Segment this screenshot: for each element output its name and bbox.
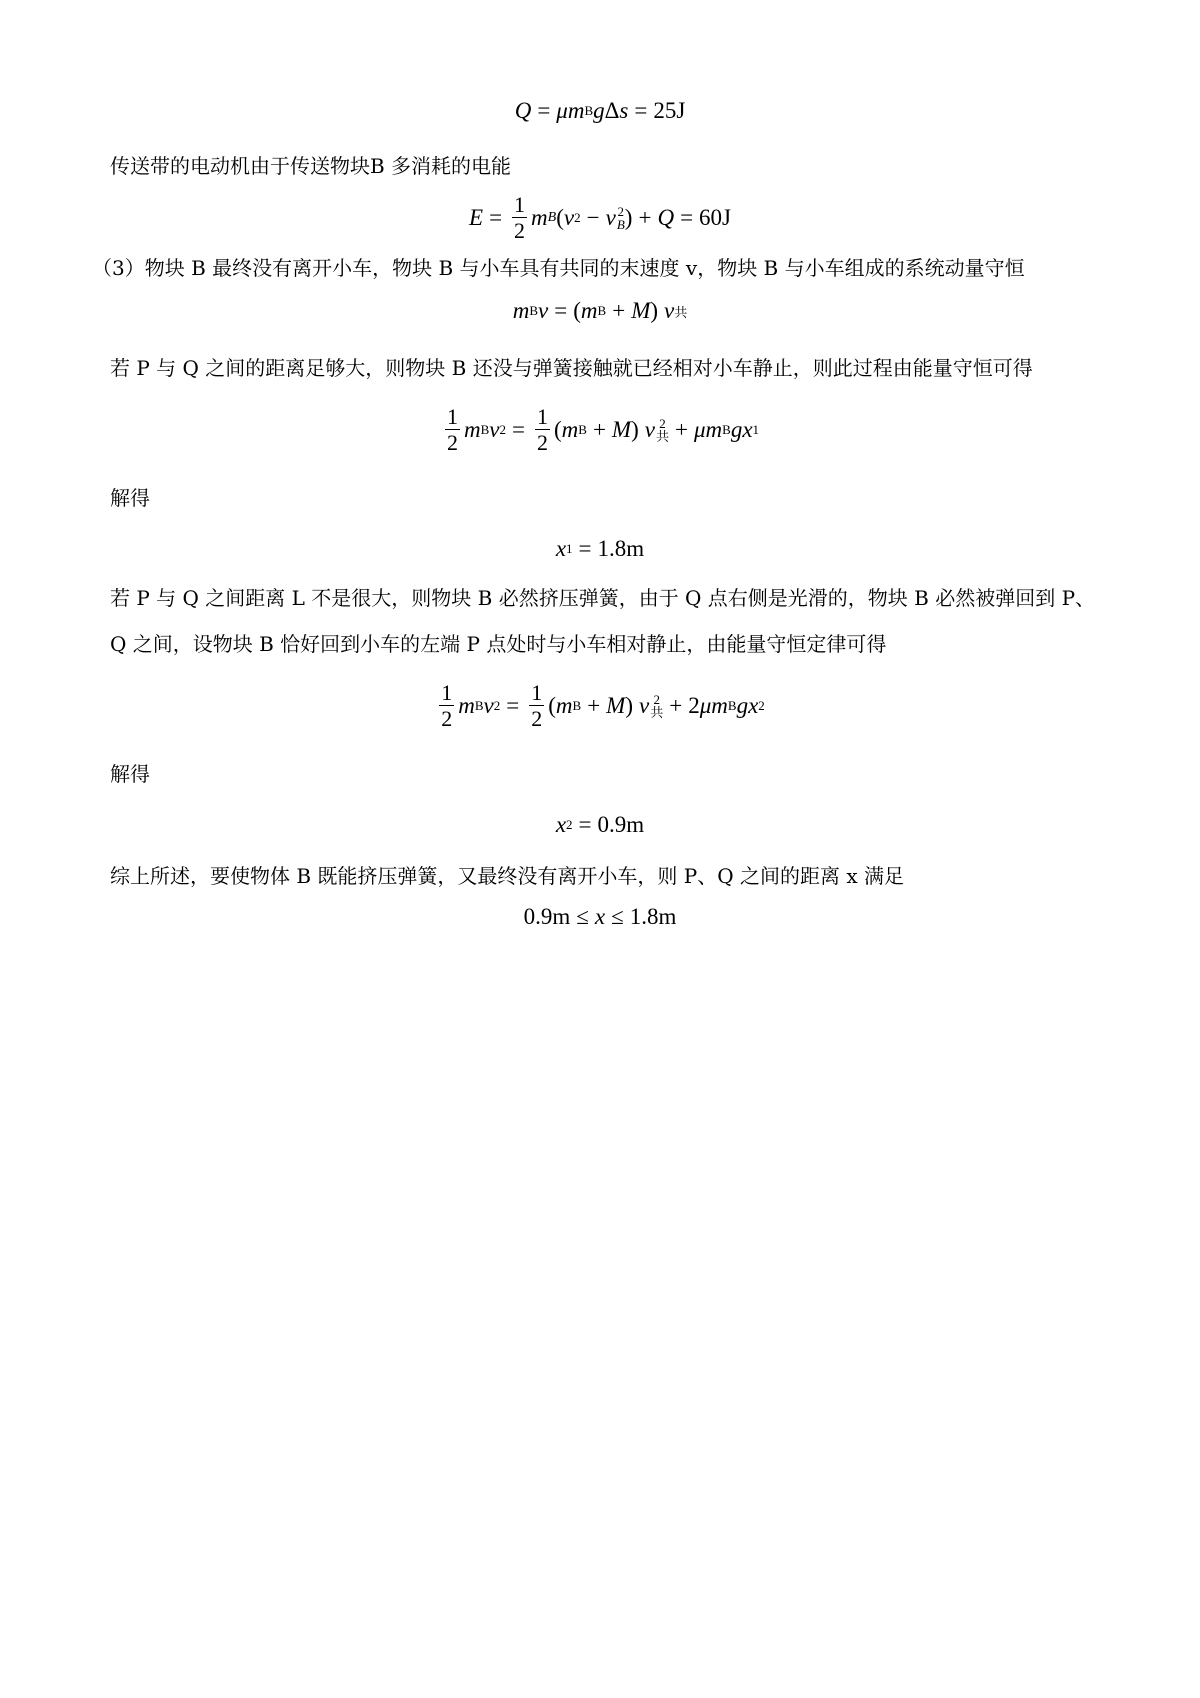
- range-high: 1.8m: [629, 904, 677, 929]
- text-solve2: 解得: [110, 762, 150, 786]
- text-case2-b: Q 之间，设物块 B 恰好回到小车的左端 P 点处时与小车相对静止，由能量守恒定律可得: [110, 632, 887, 656]
- equation-energy: E = $\frac{1}{2}$ m B ( v 2 − v 2 B ) + Q = 60J: [469, 192, 731, 243]
- text-solve1: 解得: [110, 486, 150, 510]
- equation-x2: x 2 = 0.9m: [555, 812, 645, 837]
- equation-x1: x 1 = 1.8m: [555, 536, 645, 561]
- equation-range: 0.9m ≤ x ≤ 1.8m: [523, 904, 677, 929]
- equation-heat: Q = μm B g Δ s = 25J: [514, 98, 686, 123]
- range-low: 0.9m: [523, 904, 571, 929]
- equation-momentum: m B v = ( m B + M ) v 共: [512, 298, 688, 323]
- text-conclusion: 综上所述，要使物体 B 既能挤压弹簧，又最终没有离开小车，则 P、Q 之间的距离 x 满足: [110, 864, 904, 888]
- energy-result: 60J: [699, 204, 731, 230]
- text-motor-energy: 传送带的电动机由于传送物块B 多消耗的电能: [110, 154, 512, 178]
- heat-result: 25J: [653, 98, 686, 123]
- x2-value: 0.9m: [597, 812, 645, 837]
- x1-value: 1.8m: [597, 536, 645, 561]
- equation-case2-energy: $\frac{1}{2}$ m B v 2 = $\frac{1}{2}$ ( m B + M ) v 2 共 + 2 μm B gx 2: [441, 680, 765, 731]
- text-case1: 若 P 与 Q 之间的距离足够大，则物块 B 还没与弹簧接触就已经相对小车静止，则此过程由能量守恒可得: [110, 356, 1033, 380]
- equation-case1-energy: $\frac{1}{2}$ m B v 2 = $\frac{1}{2}$ ( m B + M ) v 2 共 + μm B gx 1: [446, 404, 760, 455]
- text-part3-intro: （3）物块 B 最终没有离开小车，物块 B 与小车具有共同的末速度 v，物块 B 与小车组成的系统动量守恒: [92, 256, 1025, 280]
- text-case2-a: 若 P 与 Q 之间距离 L 不是很大，则物块 B 必然挤压弹簧，由于 Q 点右侧是光滑的，物块 B 必然被弹回到 P、: [110, 586, 1096, 610]
